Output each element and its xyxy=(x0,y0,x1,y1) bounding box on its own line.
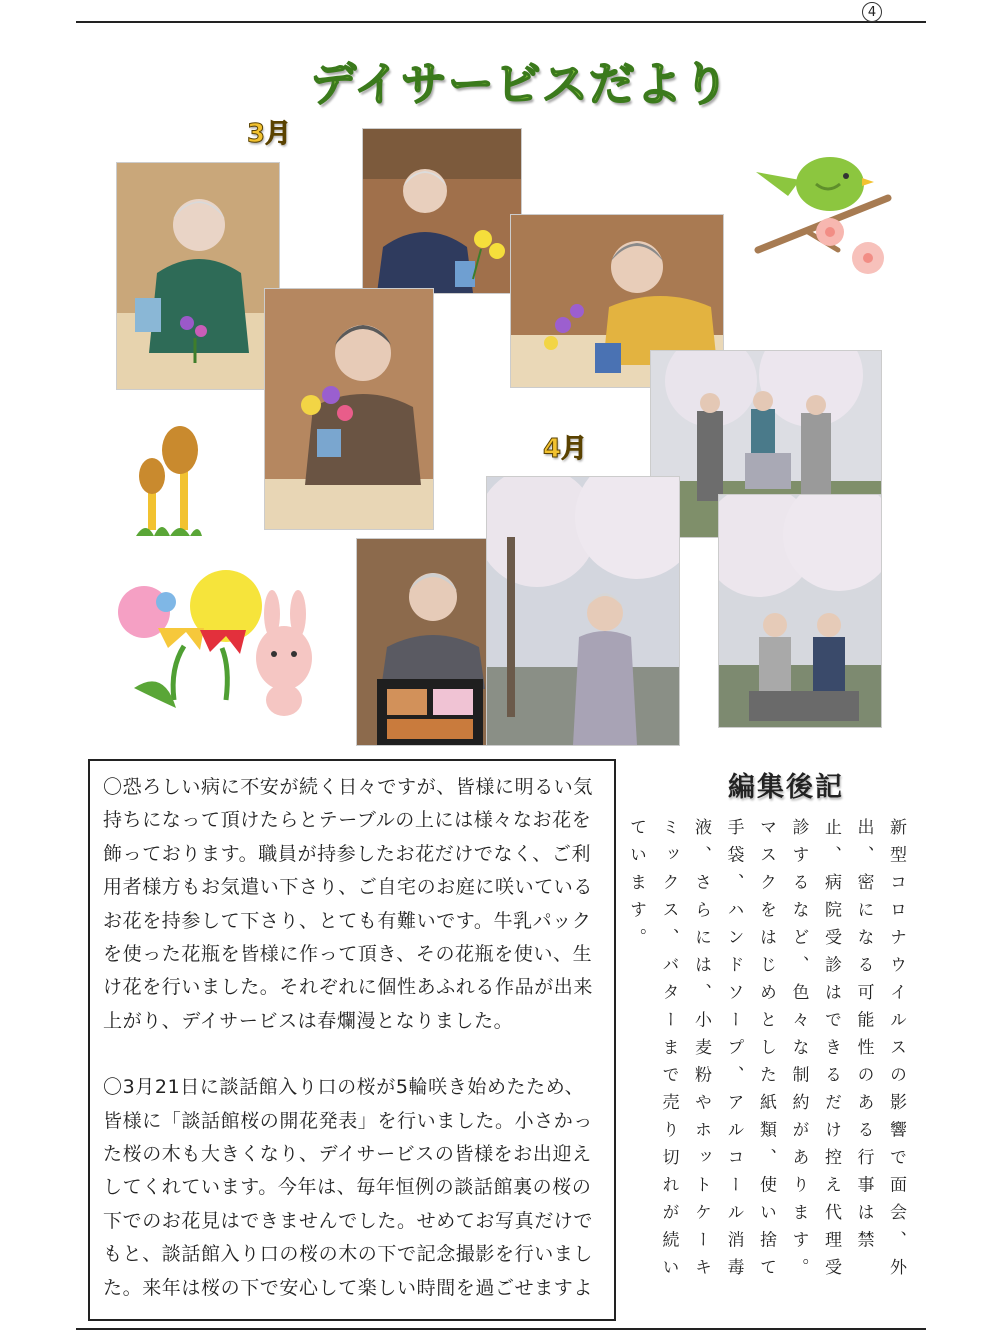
photo-march-woman-arranging-flowers xyxy=(116,162,280,390)
mushroom-illustration xyxy=(132,424,204,542)
editor-note-title: 編集後記 xyxy=(728,772,844,803)
bottom-rule xyxy=(76,1328,926,1330)
photo-march-woman-at-table xyxy=(362,128,522,294)
label-april: 4月 xyxy=(543,434,588,464)
page-title: デイサービスだより xyxy=(310,57,730,111)
editor-note-body: 新型コロナウイルスの影響で面会、外出、密になる可能性のある行事は禁止、病院受診はできるだけ控え代理受診するなど、色々な制約があります。マスクをはじめとした紙類、使い捨て手袋、ハンドソープ、アルコール消毒液、さらには、小麦粉やホットケーキミックス、バターまで売り切れが続いています。 xyxy=(626,818,906,1286)
photo-march-woman-with-flower-vase xyxy=(264,288,434,530)
label-march: 3月 xyxy=(247,119,292,149)
tulips-rabbit-illustration xyxy=(114,568,322,720)
photo-april-woman-eating-bento xyxy=(356,538,504,746)
photo-april-pair-seated-under-cherry-tree xyxy=(718,494,882,728)
photo-april-woman-under-cherry-blossoms xyxy=(486,476,680,746)
bird-on-branch-illustration xyxy=(748,150,898,290)
article-box xyxy=(88,759,616,1321)
page-number: 4 xyxy=(862,2,882,22)
top-rule xyxy=(76,21,926,23)
article-paragraph-2: 〇3月21日に談話館入り口の桜が5輪咲き始めたため、皆様に「談話館桜の開花発表」を行いました。小さかった桜の木も大きくなり、デイサービスの皆様をお出迎えしてくれています。今年は、毎年恒例の談話館裏の桜の下でのお花見はできませんでした。せめてお写真だけでもと、談話館入り口の桜の木の下で記念撮影を行いました。来年は桜の下で安心して楽しい時間を過ごせますよ xyxy=(103,1076,594,1299)
article-paragraph-1: 〇恐ろしい病に不安が続く日々ですが、皆様に明るい気持ちになって頂けたらとテーブルの上には様々なお花を飾っております。職員が持参したお花だけでなく、ご利用者様方もお気遣い下さり、ご自宅のお庭に咲いているお花を持参して下さり、とても有難いです。牛乳パックを使った花瓶を皆様に作って頂き、その花瓶を使い、生け花を行いました。それぞれに個性あふれる作品が出来上がり、デイサービスは春爛漫となりました。 xyxy=(103,776,594,1032)
